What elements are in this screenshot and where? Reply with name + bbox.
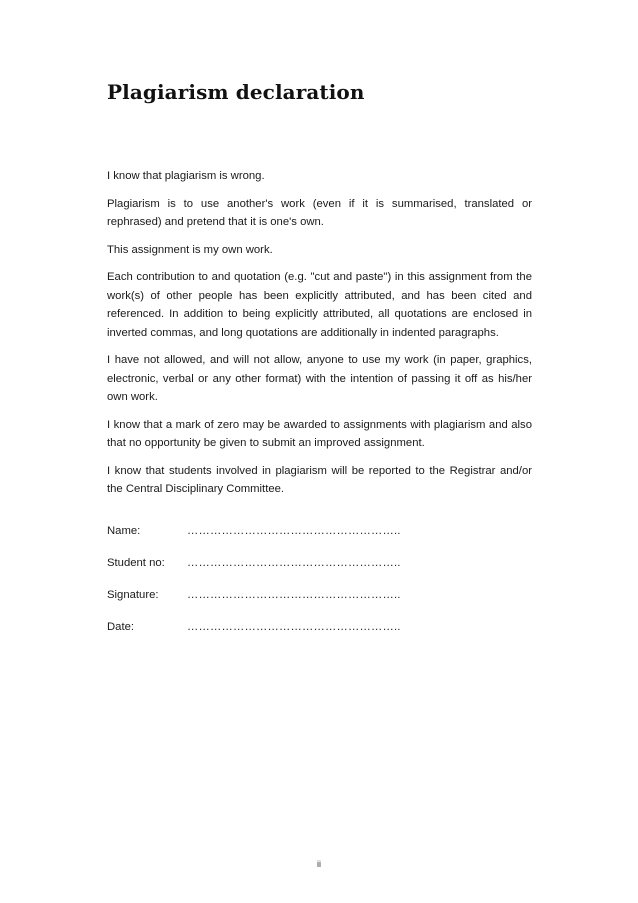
paragraph: Each contribution to and quotation (e.g. "cut and paste") in this assignment from the work(s) of other people has been explicitly attributed, and has been cited and referenced. In addition to being explicitly attributed, all quotations are enclosed in inverted commas, and long quotations are additionally in indented paragraphs. [107,271,532,339]
student-no-field [107,557,532,589]
name-field [107,525,532,557]
date-field [107,621,532,653]
declaration-body [107,167,532,508]
paragraph: This assignment is my own work. [107,243,273,256]
field-label: Student no: [107,557,165,569]
paragraph: I know that plagiarism is wrong. [107,170,265,182]
field-blank: ……………………………………………….. [187,589,401,601]
paragraph: I have not allowed, and will not allow, anyone to use my work (in paper, graphics, electronic, verbal or any other format) with the intention of passing it off as his/her own work. [107,354,532,403]
page-number: ii [317,859,321,869]
field-blank: ……………………………………………….. [187,557,401,569]
field-blank: ……………………………………………….. [187,525,401,537]
paragraph: I know that a mark of zero may be awarded to assignments with plagiarism and also that no opportunity be given to submit an improved assignment. [107,418,532,449]
field-label: Name: [107,525,141,537]
page-title: Plagiarism declaration [107,80,365,104]
field-label: Date: [107,621,135,633]
paragraph: Plagiarism is to use another's work (even if it is summarised, translated or rephrased) and pretend that it is one's own. [107,197,532,228]
field-blank: ……………………………………………….. [187,621,401,633]
signature-field [107,589,532,621]
paragraph: I know that students involved in plagiarism will be reported to the Registrar and/or the Central Disciplinary Committee. [107,464,532,495]
field-label: Signature: [107,589,159,601]
signature-fields [107,525,532,653]
